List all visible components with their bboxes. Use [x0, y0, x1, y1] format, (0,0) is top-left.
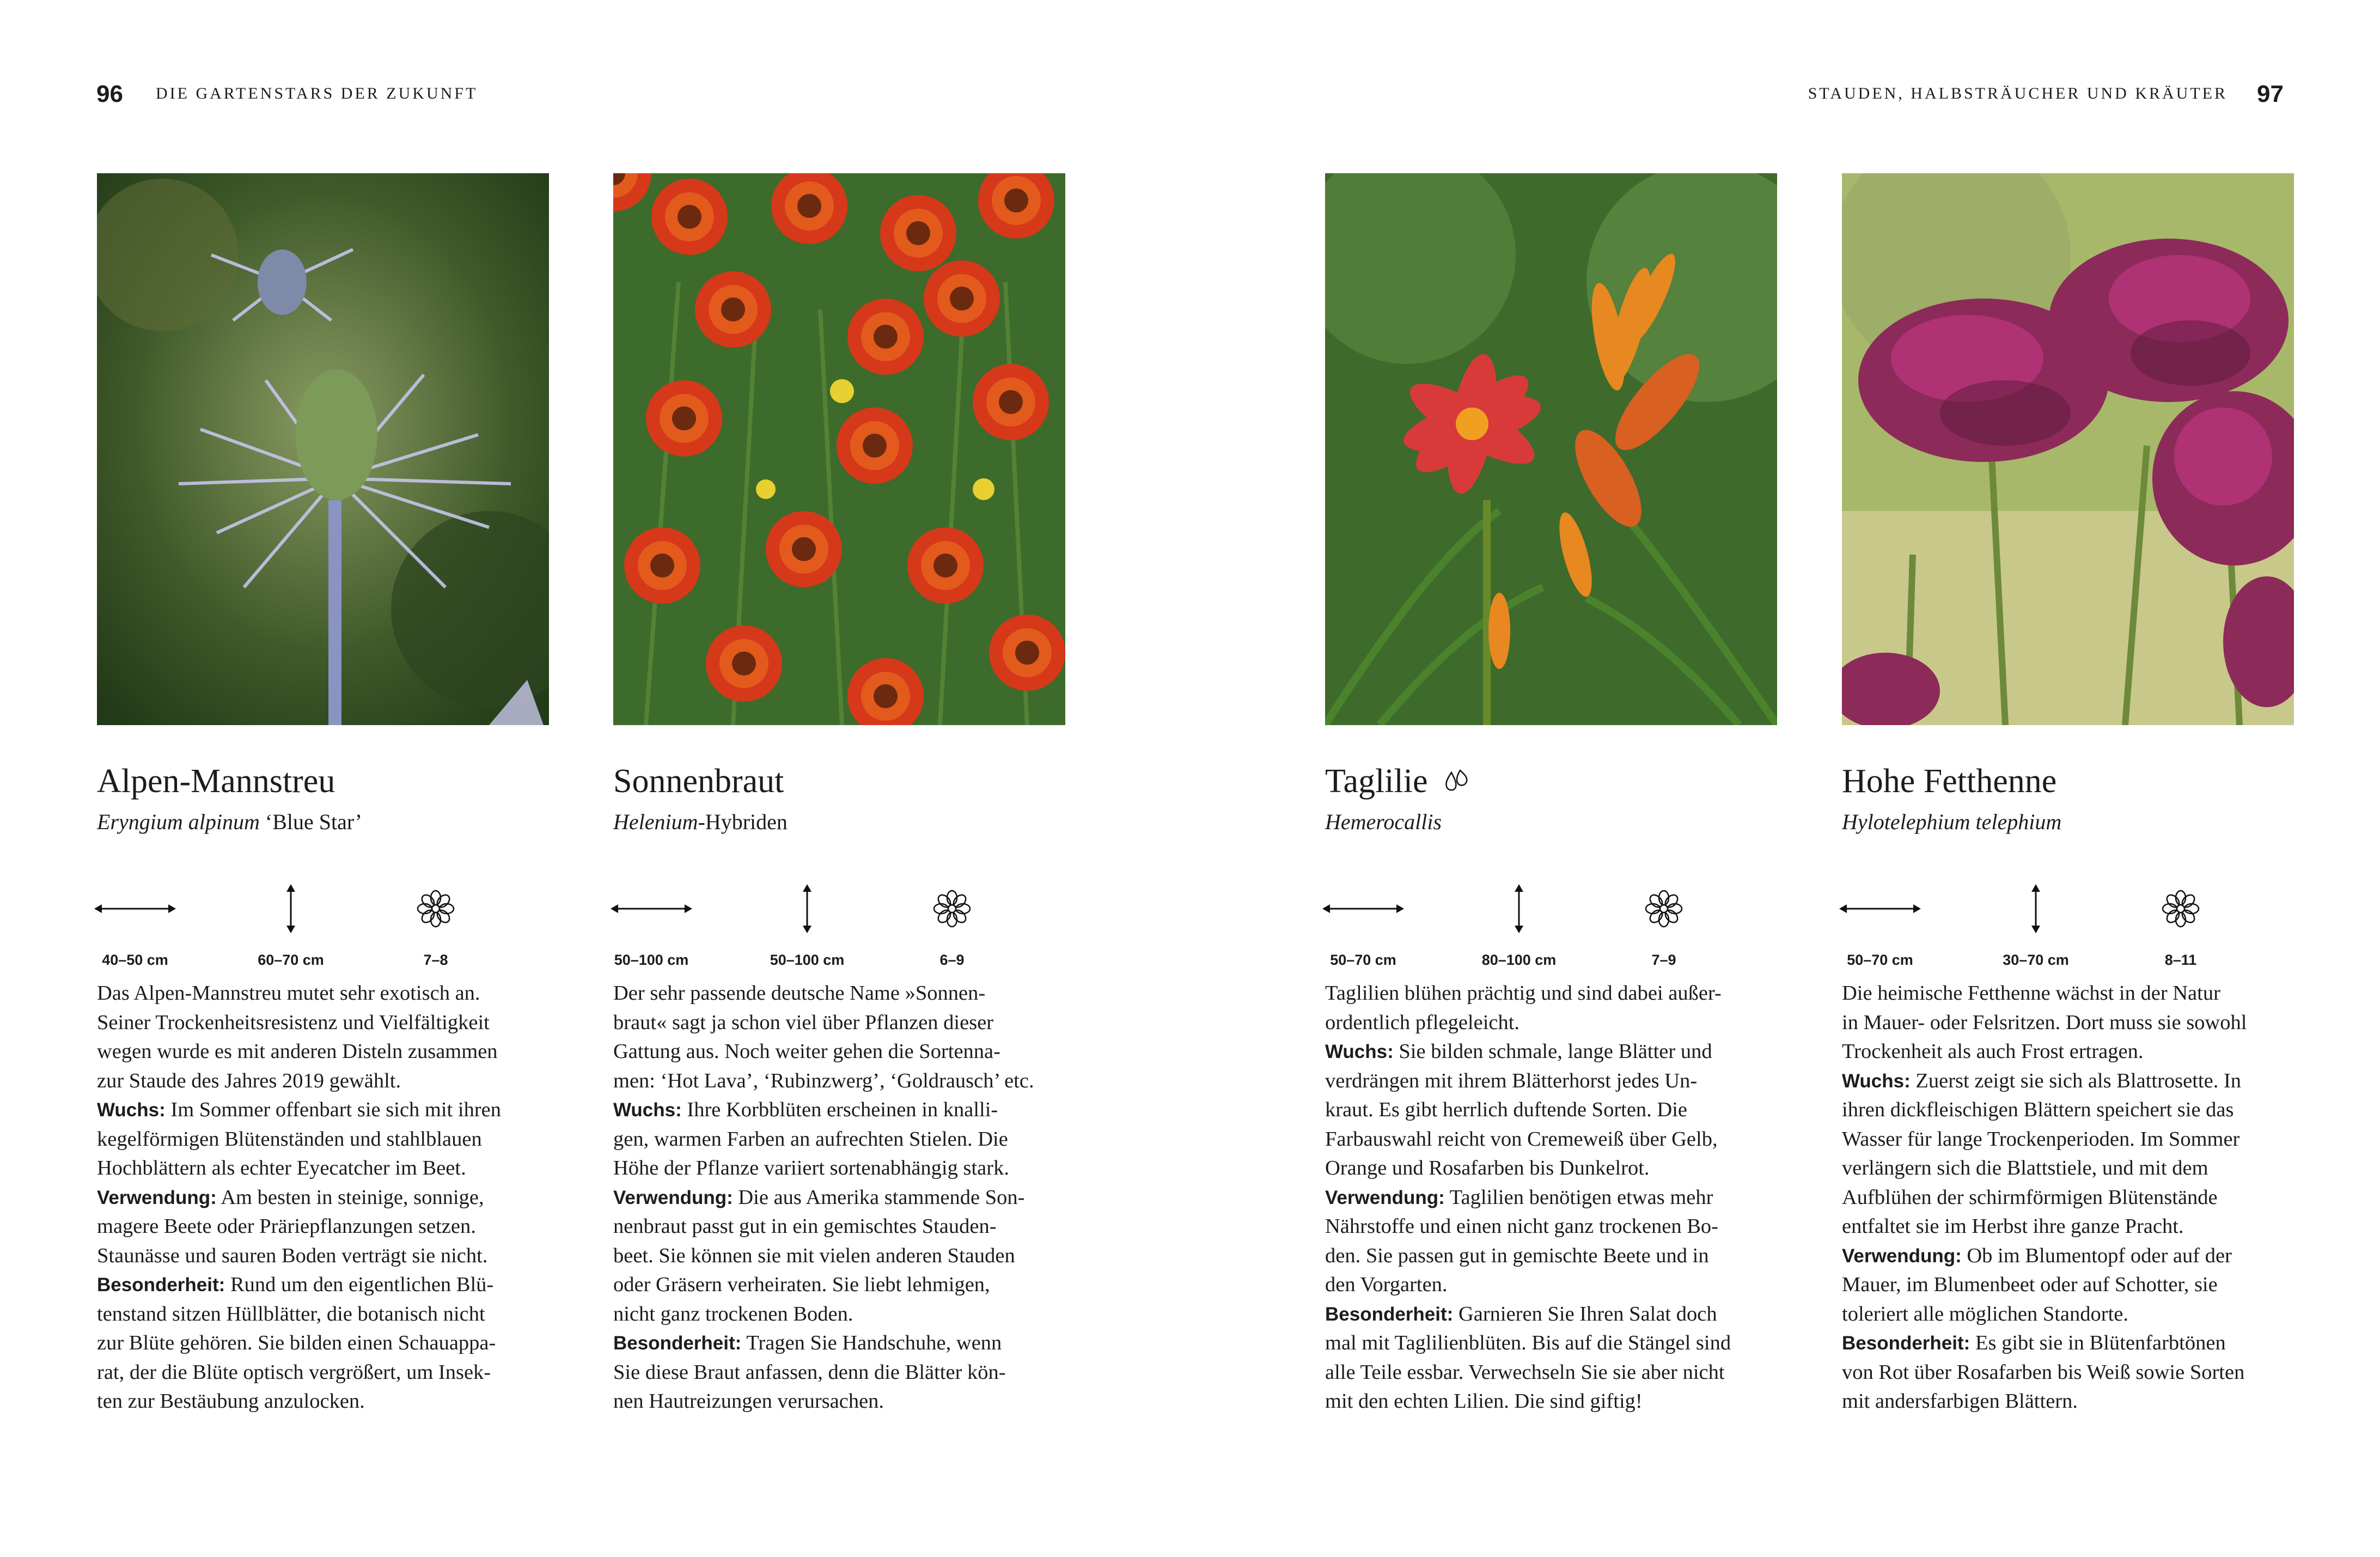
- text-line: Höhe der Pflanze variiert sortenabhängig stark.: [613, 1157, 1009, 1179]
- flower-icon: [1609, 884, 1718, 933]
- text-line: alle Teile essbar. Verwechseln Sie sie aber nicht: [1325, 1360, 1725, 1384]
- stat-width: 50–70 cm: [1309, 884, 1418, 969]
- text-line: wegen wurde es mit anderen Disteln zusammen: [97, 1040, 498, 1063]
- page-number-left: 96: [96, 81, 123, 107]
- section-label: Besonderheit:: [1842, 1333, 1970, 1354]
- flower-icon: [2126, 884, 2235, 933]
- section-label: Besonderheit:: [613, 1333, 742, 1354]
- stat-bloom-months: 7–8: [381, 884, 490, 969]
- text-line: entfaltet sie im Herbst ihre ganze Pracht.: [1842, 1215, 2184, 1238]
- plant-description: [97, 979, 549, 1416]
- plant-name: Taglilie: [1325, 764, 1777, 798]
- section-label: Verwendung:: [613, 1187, 733, 1208]
- text-line: [97, 1096, 549, 1125]
- plant-card-sonnenbraut: [613, 173, 1065, 1416]
- text-line: [1842, 1242, 2294, 1271]
- section-label: Verwendung:: [97, 1187, 217, 1208]
- text-line: [97, 1270, 549, 1300]
- water-drops-icon: [1442, 767, 1470, 795]
- width-arrow-icon: [597, 884, 706, 933]
- stat-bloom-months: 6–9: [898, 884, 1006, 969]
- section-label: Verwendung:: [1325, 1187, 1445, 1208]
- text-line: mal mit Taglilienblüten. Bis auf die Stängel sind: [1325, 1331, 1731, 1354]
- text-line: Farbauswahl reicht von Cremeweiß über Gelb,: [1325, 1127, 1718, 1151]
- section-label: Verwendung:: [1842, 1245, 1962, 1267]
- section-text: Ihre Korbblüten erscheinen in knalli-: [681, 1098, 998, 1121]
- plant-description: [1842, 979, 2294, 1416]
- section-text: Die aus Amerika stammende Son-: [733, 1185, 1025, 1209]
- stat-height: 50–100 cm: [753, 884, 862, 969]
- stat-bloom-months: 7–9: [1609, 884, 1718, 969]
- text-line: [1325, 1037, 1777, 1067]
- text-line: mit andersfarbigen Blättern.: [1842, 1390, 2078, 1413]
- text-line: toleriert alle möglichen Standorte.: [1842, 1302, 2128, 1325]
- text-line: Das Alpen-Mannstreu mutet sehr exotisch an.: [97, 982, 480, 1005]
- text-line: [1842, 1067, 2294, 1096]
- text-line: mit den echten Lilien. Die sind giftig!: [1325, 1390, 1643, 1413]
- text-line: ordentlich pflegeleicht.: [1325, 1011, 1520, 1034]
- text-line: Trockenheit als auch Frost ertragen.: [1842, 1040, 2144, 1063]
- text-line: verlängern sich die Blattstiele, und mit dem: [1842, 1157, 2208, 1179]
- text-line: [97, 1183, 549, 1213]
- section-text: Am besten in steinige, sonnige,: [216, 1185, 484, 1209]
- text-line: rat, der die Blüte optisch vergrößert, um Insek-: [97, 1360, 491, 1384]
- photo-hylotelephium: [1842, 173, 2294, 725]
- text-line: zur Blüte gehören. Sie bilden einen Schauappa-: [97, 1331, 496, 1354]
- plant-name: Sonnenbraut: [613, 763, 784, 800]
- latin-name: Hylotelephium telephium: [1842, 810, 2062, 834]
- text-line: oder Gräsern verheiraten. Sie liebt lehmigen,: [613, 1273, 990, 1296]
- photo-helenium: [613, 173, 1065, 725]
- text-line: Sie diese Braut anfassen, denn die Blätter kön-: [613, 1360, 1006, 1384]
- plant-card-alpen-mannstreu: [97, 173, 549, 1416]
- text-line: [1325, 1183, 1777, 1213]
- plant-card-hohe-fetthenne: [1842, 173, 2294, 1416]
- section-text: Tragen Sie Handschuhe, wenn: [741, 1331, 1002, 1354]
- section-text: Taglilien benötigen etwas mehr: [1444, 1185, 1713, 1209]
- photo-eryngium: [97, 173, 549, 725]
- text-line: verdrängen mit ihrem Blätterhorst jedes Un-: [1325, 1069, 1698, 1092]
- section-label: Wuchs:: [97, 1099, 166, 1121]
- text-line: nenbraut passt gut in ein gemischtes Stauden-: [613, 1215, 997, 1238]
- text-line: kegelförmigen Blütenständen und stahlblauen: [97, 1127, 482, 1151]
- text-line: men: ‘Hot Lava’, ‘Rubinzwerg’, ‘Goldrausch’ etc.: [613, 1069, 1034, 1092]
- text-line: [1325, 1300, 1777, 1329]
- text-line: [613, 1329, 1065, 1358]
- flower-icon: [381, 884, 490, 933]
- running-head-right: STAUDEN, HALBSTRÄUCHER UND KRÄUTER: [1808, 84, 2228, 102]
- stat-width: 50–70 cm: [1826, 884, 1934, 969]
- height-arrow-icon: [753, 884, 862, 933]
- height-arrow-icon: [236, 884, 345, 933]
- stat-height: 30–70 cm: [1981, 884, 2090, 969]
- text-line: den Vorgarten.: [1325, 1273, 1448, 1296]
- section-label: Besonderheit:: [1325, 1303, 1454, 1325]
- running-head-left: DIE GARTENSTARS DER ZUKUNFT: [156, 84, 478, 102]
- text-line: ten zur Bestäubung anzulocken.: [97, 1390, 365, 1413]
- width-arrow-icon: [81, 884, 190, 933]
- text-line: in Mauer- oder Felsritzen. Dort muss sie sowohl: [1842, 1011, 2247, 1034]
- stat-width: 40–50 cm: [81, 884, 190, 969]
- text-line: tenstand sitzen Hüllblätter, die botanisch nicht: [97, 1302, 485, 1325]
- text-line: Taglilien blühen prächtig und sind dabei außer-: [1325, 982, 1722, 1005]
- text-line: Mauer, im Blumenbeet oder auf Schotter, sie: [1842, 1273, 2218, 1296]
- text-line: Staunässe und sauren Boden verträgt sie nicht.: [97, 1244, 488, 1267]
- text-line: braut« sagt ja schon viel über Pflanzen dieser: [613, 1011, 994, 1034]
- latin-name: Helenium-Hybriden: [613, 810, 788, 834]
- text-line: beet. Sie können sie mit vielen anderen Stauden: [613, 1244, 1015, 1267]
- section-label: Wuchs:: [1842, 1070, 1911, 1092]
- text-line: Nährstoffe und einen nicht ganz trockenen Bo-: [1325, 1215, 1718, 1238]
- section-label: Wuchs:: [1325, 1041, 1394, 1062]
- width-arrow-icon: [1309, 884, 1418, 933]
- text-line: kraut. Es gibt herrlich duftende Sorten. Die: [1325, 1098, 1688, 1121]
- section-label: Besonderheit:: [97, 1274, 225, 1296]
- text-line: Wasser für lange Trockenperioden. Im Sommer: [1842, 1127, 2240, 1151]
- plant-card-taglilie: [1325, 173, 1777, 1416]
- section-text: Garnieren Sie Ihren Salat doch: [1453, 1302, 1717, 1325]
- text-line: [1842, 1329, 2294, 1358]
- section-text: Sie bilden schmale, lange Blätter und: [1393, 1040, 1712, 1063]
- stat-height: 80–100 cm: [1464, 884, 1573, 969]
- text-line: zur Staude des Jahres 2019 gewählt.: [97, 1069, 401, 1092]
- text-line: Seiner Trockenheitsresistenz und Vielfältigkeit: [97, 1011, 490, 1034]
- plant-name: Hohe Fetthenne: [1842, 763, 2057, 800]
- text-line: magere Beete oder Präriepflanzungen setzen.: [97, 1215, 476, 1238]
- text-line: Orange und Rosafarben bis Dunkelrot.: [1325, 1157, 1650, 1179]
- plant-description: [613, 979, 1065, 1416]
- text-line: von Rot über Rosafarben bis Weiß sowie Sorten: [1842, 1360, 2245, 1384]
- text-line: Hochblättern als echter Eyecatcher im Beet.: [97, 1157, 466, 1179]
- photo-hemerocallis: [1325, 173, 1777, 725]
- text-line: ihren dickfleischigen Blättern speichert sie das: [1842, 1098, 2234, 1121]
- section-label: Wuchs:: [613, 1099, 682, 1121]
- page-number-right: 97: [2257, 81, 2284, 107]
- section-text: Ob im Blumentopf oder auf der: [1961, 1244, 2232, 1267]
- latin-name: Eryngium alpinum ‘Blue Star’: [97, 810, 362, 834]
- height-arrow-icon: [1981, 884, 2090, 933]
- text-line: [613, 1096, 1065, 1125]
- plant-description: [1325, 979, 1777, 1416]
- height-arrow-icon: [1464, 884, 1573, 933]
- text-line: [613, 1183, 1065, 1213]
- text-line: nen Hautreizungen verursachen.: [613, 1390, 884, 1413]
- text-line: Der sehr passende deutsche Name »Sonnen-: [613, 982, 986, 1005]
- section-text: Zuerst zeigt sie sich als Blattrosette. In: [1910, 1069, 2242, 1092]
- flower-icon: [898, 884, 1006, 933]
- stat-width: 50–100 cm: [597, 884, 706, 969]
- width-arrow-icon: [1826, 884, 1934, 933]
- plant-name: Alpen-Mannstreu: [97, 763, 335, 800]
- text-line: nicht ganz trockenen Boden.: [613, 1302, 853, 1325]
- stat-bloom-months: 8–11: [2126, 884, 2235, 969]
- stat-height: 60–70 cm: [236, 884, 345, 969]
- section-text: Es gibt sie in Blütenfarbtönen: [1970, 1331, 2226, 1354]
- section-text: Im Sommer offenbart sie sich mit ihren: [165, 1098, 501, 1121]
- text-line: Gattung aus. Noch weiter gehen die Sortenna-: [613, 1040, 1000, 1063]
- text-line: gen, warmen Farben an aufrechten Stielen. Die: [613, 1127, 1008, 1151]
- text-line: Die heimische Fetthenne wächst in der Natur: [1842, 982, 2220, 1005]
- latin-name: Hemerocallis: [1325, 810, 1442, 834]
- text-line: den. Sie passen gut in gemischte Beete und in: [1325, 1244, 1709, 1267]
- section-text: Rund um den eigentlichen Blü-: [225, 1273, 494, 1296]
- text-line: Aufblühen der schirmförmigen Blütenstände: [1842, 1185, 2218, 1209]
